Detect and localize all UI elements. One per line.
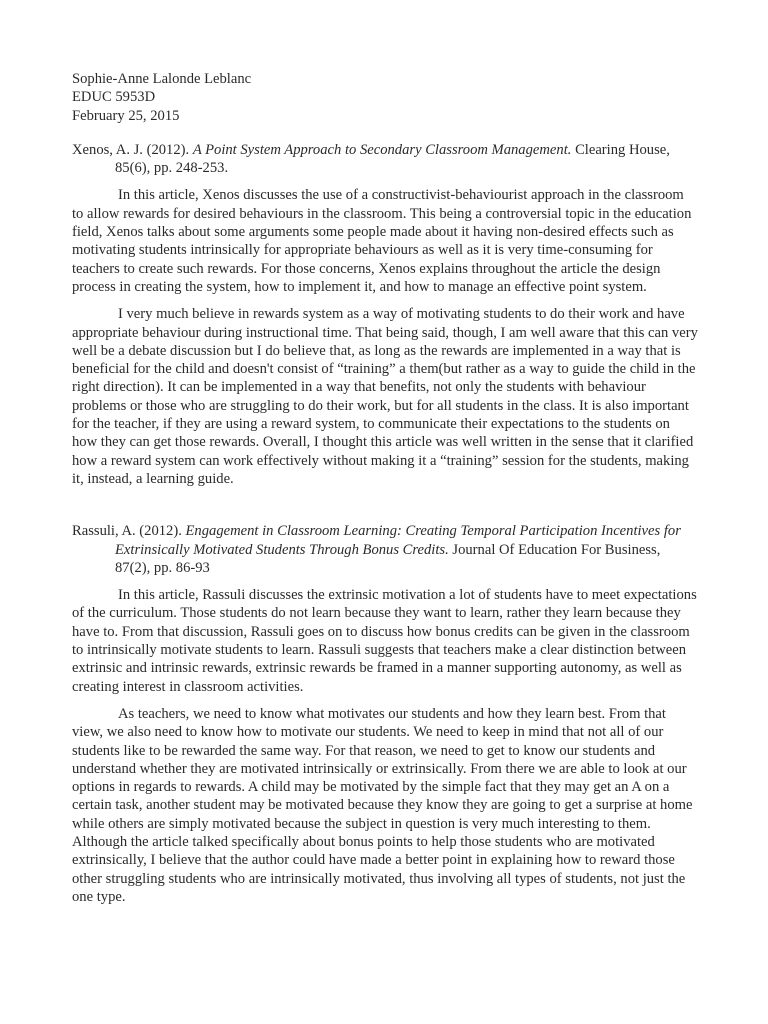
citation-1 <box>72 141 698 178</box>
document-date: February 25, 2015 <box>72 107 180 124</box>
citation-2-source: Journal Of Education For Business, 87(2), pp. 86-93 <box>115 541 661 576</box>
reflection-paragraph-1: I very much believe in rewards system as a way of motivating students to do their work and have appropriate behaviour during instructional time. That being said, though, I am well aware that this can very well be a debate discussion but I do believe that, as long as the rewards are implemented in a way that is beneficial for the child and doesn't consist of “training” a them(but rather as a way to guide the child in the right direction). It can be implemented in a way that benefits, not only the students with behaviour problems or those who are struggling to do their work, but for all students in the class. It is also important for the teacher, if they are using a reward system, to communicate their expectations to the students on how they can get those rewards. Overall, I thought this article was well written in the sense that it clarified how a reward system can work effectively without making it a “training” session for the students, making it, instead, a learning guide. <box>72 306 698 487</box>
reflection-paragraph-2: As teachers, we need to know what motivates our students and how they learn best. From that view, we also need to know how to motivate our students. We need to keep in mind that not all of our students like to be rewarded the same way. For that reason, we need to get to know our students and understand whether they are motivated intrinsically or extrinsically. From there we are able to look at our options in regards to rewards. A child may be motivated by the simple fact that they may get an A on a certain task, another student may be motivated because they know they are going to get a surprise at home while others are simply motivated because the subject in question is very much interesting to them. Although the article talked specifically about bonus points to help those students who are motivated extrinsically, I believe that the author could have made a better point in explaining how to reward those other struggling students who are intrinsically motivated, thus involving all types of students, not just the one type. <box>72 705 693 905</box>
document-page <box>72 70 698 906</box>
citation-2 <box>72 522 698 577</box>
summary-paragraph-1: In this article, Xenos discusses the use of a constructivist-behaviourist approach in the classroom to allow rewards for desired behaviours in the classroom. This being a controversial topic in the education field, Xenos talks about some arguments some people made about it having non-desired effects such as motivating students intrinsically for appropriate behaviours as well as it is very time-consuming for teachers to create such rewards. For those concerns, Xenos explains throughout the article the design process in creating the system, how to implement it, and how to manage an effective point system. <box>72 187 692 295</box>
citation-1-authors: Xenos, A. J. (2012). <box>72 141 190 158</box>
citation-1-source: Clearing House, 85(6), pp. 248-253. <box>115 141 670 177</box>
citation-2-title: Engagement in Classroom Learning: Creating Temporal Participation Incentives for Extrinsically Motivated Students Through Bonus Credits. <box>115 523 681 558</box>
summary-paragraph-2: In this article, Rassuli discusses the extrinsic motivation a lot of students have to meet expectations of the curriculum. Those students do not learn because they want to learn, rather they learn because they have to. From that discussion, Rassuli goes on to discuss how bonus credits can be given in the classroom to intrinsically motivate students to learn. Rassuli suggests that teachers make a clear distinction between extrinsic and intrinsic rewards, extrinsic rewards be framed in a manner supporting autonomy, as well as creating interest in classroom activities. <box>72 587 697 695</box>
course-code: EDUC 5953D <box>72 89 156 106</box>
author-name: Sophie-Anne Lalonde Leblanc <box>72 71 252 87</box>
citation-1-title: A Point System Approach to Secondary Classroom Management. <box>192 141 572 158</box>
citation-2-authors: Rassuli, A. (2012). <box>72 523 182 540</box>
